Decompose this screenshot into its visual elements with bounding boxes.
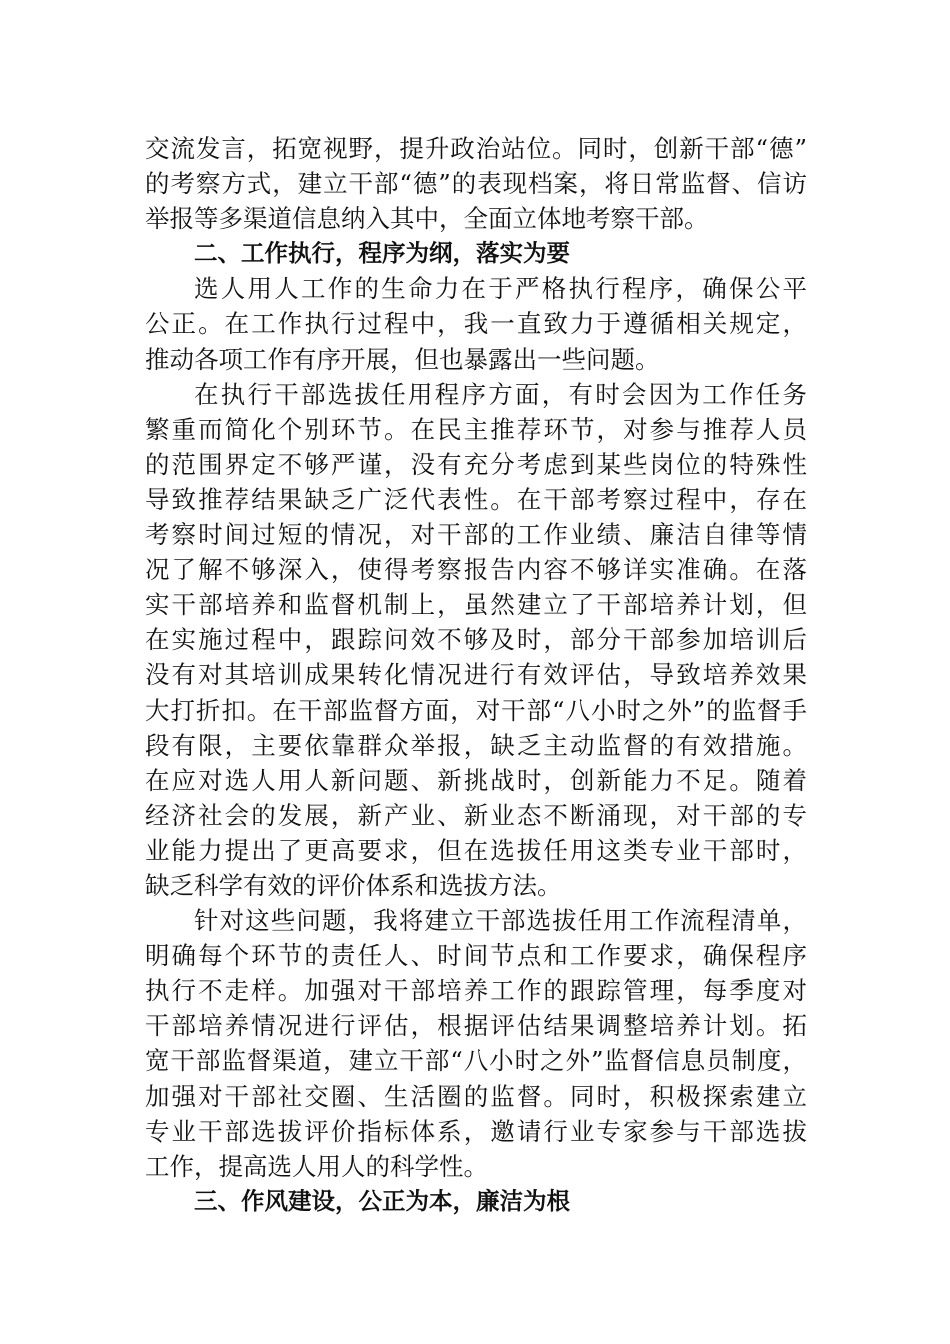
paragraph-line: 推动各项工作有序开展，但也暴露出一些问题。 xyxy=(145,344,660,374)
paragraph-line: 针对这些问题，我将建立干部选拔任用工作流程清单， xyxy=(194,906,807,936)
paragraph-line: 导致推荐结果缺乏广泛代表性。在干部考察过程中，存在 xyxy=(145,484,807,514)
paragraph-line: 在执行干部选拔任用程序方面，有时会因为工作任务 xyxy=(194,379,807,409)
paragraph-line: 在实施过程中，跟踪问效不够及时，部分干部参加培训后 xyxy=(145,625,807,655)
paragraph-line: 干部培养情况进行评估，根据评估结果调整培养计划。拓 xyxy=(145,1011,807,1041)
paragraph-line: 宽干部监督渠道，建立干部“八小时之外”监督信息员制度， xyxy=(145,1046,807,1076)
paragraph-line: 选人用人工作的生命力在于严格执行程序，确保公平 xyxy=(194,274,807,304)
paragraph-line: 经济社会的发展，新产业、新业态不断涌现，对干部的专 xyxy=(145,800,807,830)
paragraph-line: 加强对干部社交圈、生活圈的监督。同时，积极探索建立 xyxy=(145,1081,807,1111)
paragraph-line: 况了解不够深入，使得考察报告内容不够详实准确。在落 xyxy=(145,555,807,585)
paragraph-line: 大打折扣。在干部监督方面，对干部“八小时之外”的监督手 xyxy=(145,695,807,725)
paragraph-line: 举报等多渠道信息纳入其中，全面立体地考察干部。 xyxy=(145,204,709,234)
paragraph-line: 执行不走样。加强对干部培养工作的跟踪管理，每季度对 xyxy=(145,976,807,1006)
paragraph-line: 缺乏科学有效的评价体系和选拔方法。 xyxy=(145,870,562,900)
paragraph-line: 工作，提高选人用人的科学性。 xyxy=(145,1151,488,1181)
section-heading: 三、作风建设，公正为本，廉洁为根 xyxy=(194,1186,570,1215)
section-heading: 二、工作执行，程序为纲，落实为要 xyxy=(194,239,570,268)
document-body xyxy=(145,131,807,1219)
paragraph-line: 的考察方式，建立干部“德”的表现档案，将日常监督、信访 xyxy=(145,169,807,199)
paragraph-line: 段有限，主要依靠群众举报，缺乏主动监督的有效措施。 xyxy=(145,730,807,760)
paragraph-line: 考察时间过短的情况，对干部的工作业绩、廉洁自律等情 xyxy=(145,520,807,550)
paragraph-line: 的范围界定不够严谨，没有充分考虑到某些岗位的特殊性 xyxy=(145,449,807,479)
paragraph-line: 在应对选人用人新问题、新挑战时，创新能力不足。随着 xyxy=(145,765,807,795)
paragraph-line: 业能力提出了更高要求，但在选拔任用这类专业干部时， xyxy=(145,835,807,865)
paragraph-line: 繁重而简化个别环节。在民主推荐环节，对参与推荐人员 xyxy=(145,414,807,444)
paragraph-line: 交流发言，拓宽视野，提升政治站位。同时，创新干部“德” xyxy=(145,134,807,163)
paragraph-line: 公正。在工作执行过程中，我一直致力于遵循相关规定， xyxy=(145,309,807,339)
paragraph-line: 专业干部选拔评价指标体系，邀请行业专家参与干部选拔 xyxy=(145,1116,807,1146)
paragraph-line: 实干部培养和监督机制上，虽然建立了干部培养计划，但 xyxy=(145,590,807,620)
paragraph-line: 明确每个环节的责任人、时间节点和工作要求，确保程序 xyxy=(145,941,807,971)
paragraph-line: 没有对其培训成果转化情况进行有效评估，导致培养效果 xyxy=(145,660,807,690)
